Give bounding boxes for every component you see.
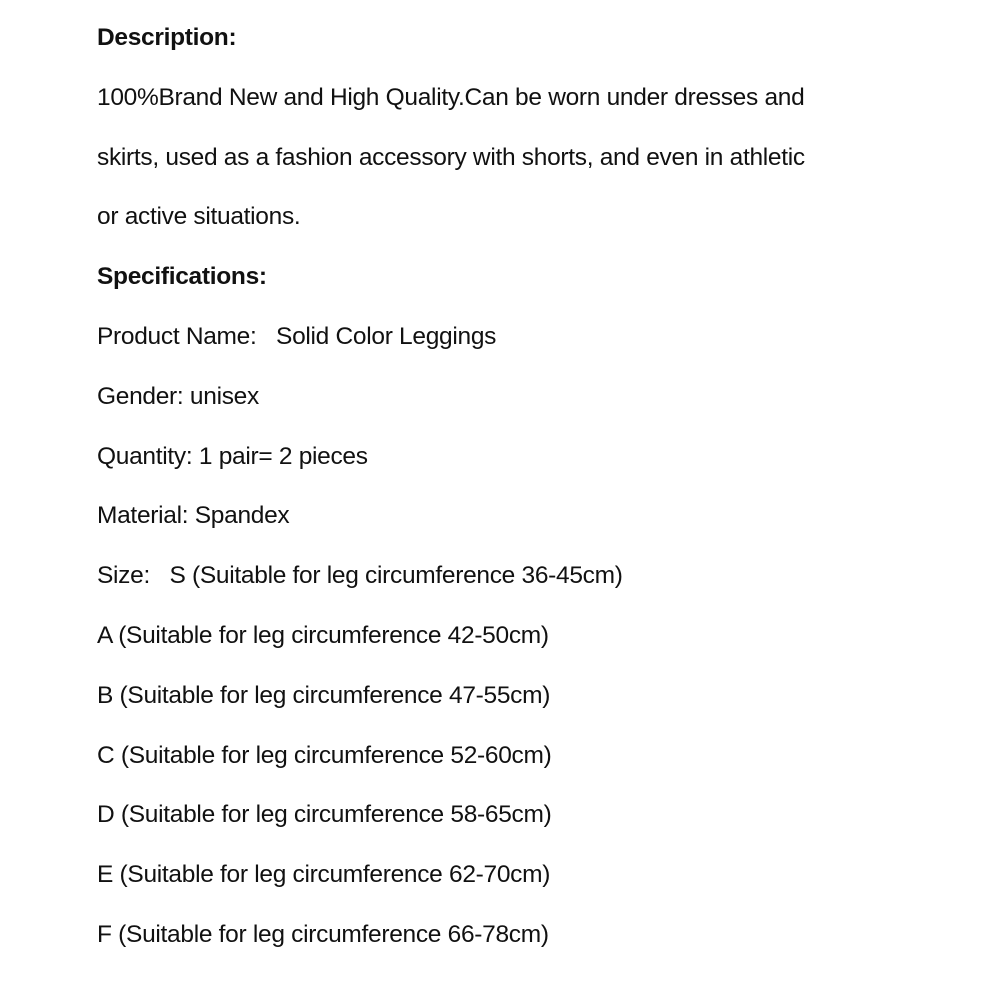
description-heading: Description: <box>97 24 237 51</box>
spec-quantity: Quantity: 1 pair= 2 pieces <box>97 442 368 470</box>
product-description-document <box>97 12 957 969</box>
size-option-a: A (Suitable for leg circumference 42-50cm) <box>97 621 549 649</box>
spec-gender: Gender: unisex <box>97 382 259 410</box>
size-option-d: D (Suitable for leg circumference 58-65cm) <box>97 801 552 829</box>
specifications-heading: Specifications: <box>97 263 267 291</box>
spec-material: Material: Spandex <box>97 502 290 530</box>
size-option-c: C (Suitable for leg circumference 52-60cm) <box>97 741 552 769</box>
size-option-b: B (Suitable for leg circumference 47-55cm) <box>97 681 551 709</box>
description-line-3: or active situations. <box>97 203 301 231</box>
description-line-2: skirts, used as a fashion accessory with shorts, and even in athletic <box>97 143 805 171</box>
size-option-e: E (Suitable for leg circumference 62-70cm) <box>97 861 551 889</box>
size-option-f: F (Suitable for leg circumference 66-78cm) <box>97 920 549 948</box>
spec-product-name: Product Name: Solid Color Leggings <box>97 322 497 350</box>
description-line-1: 100%Brand New and High Quality.Can be worn under dresses and <box>97 83 805 111</box>
spec-size: Size: S (Suitable for leg circumference 36-45cm) <box>97 562 623 590</box>
